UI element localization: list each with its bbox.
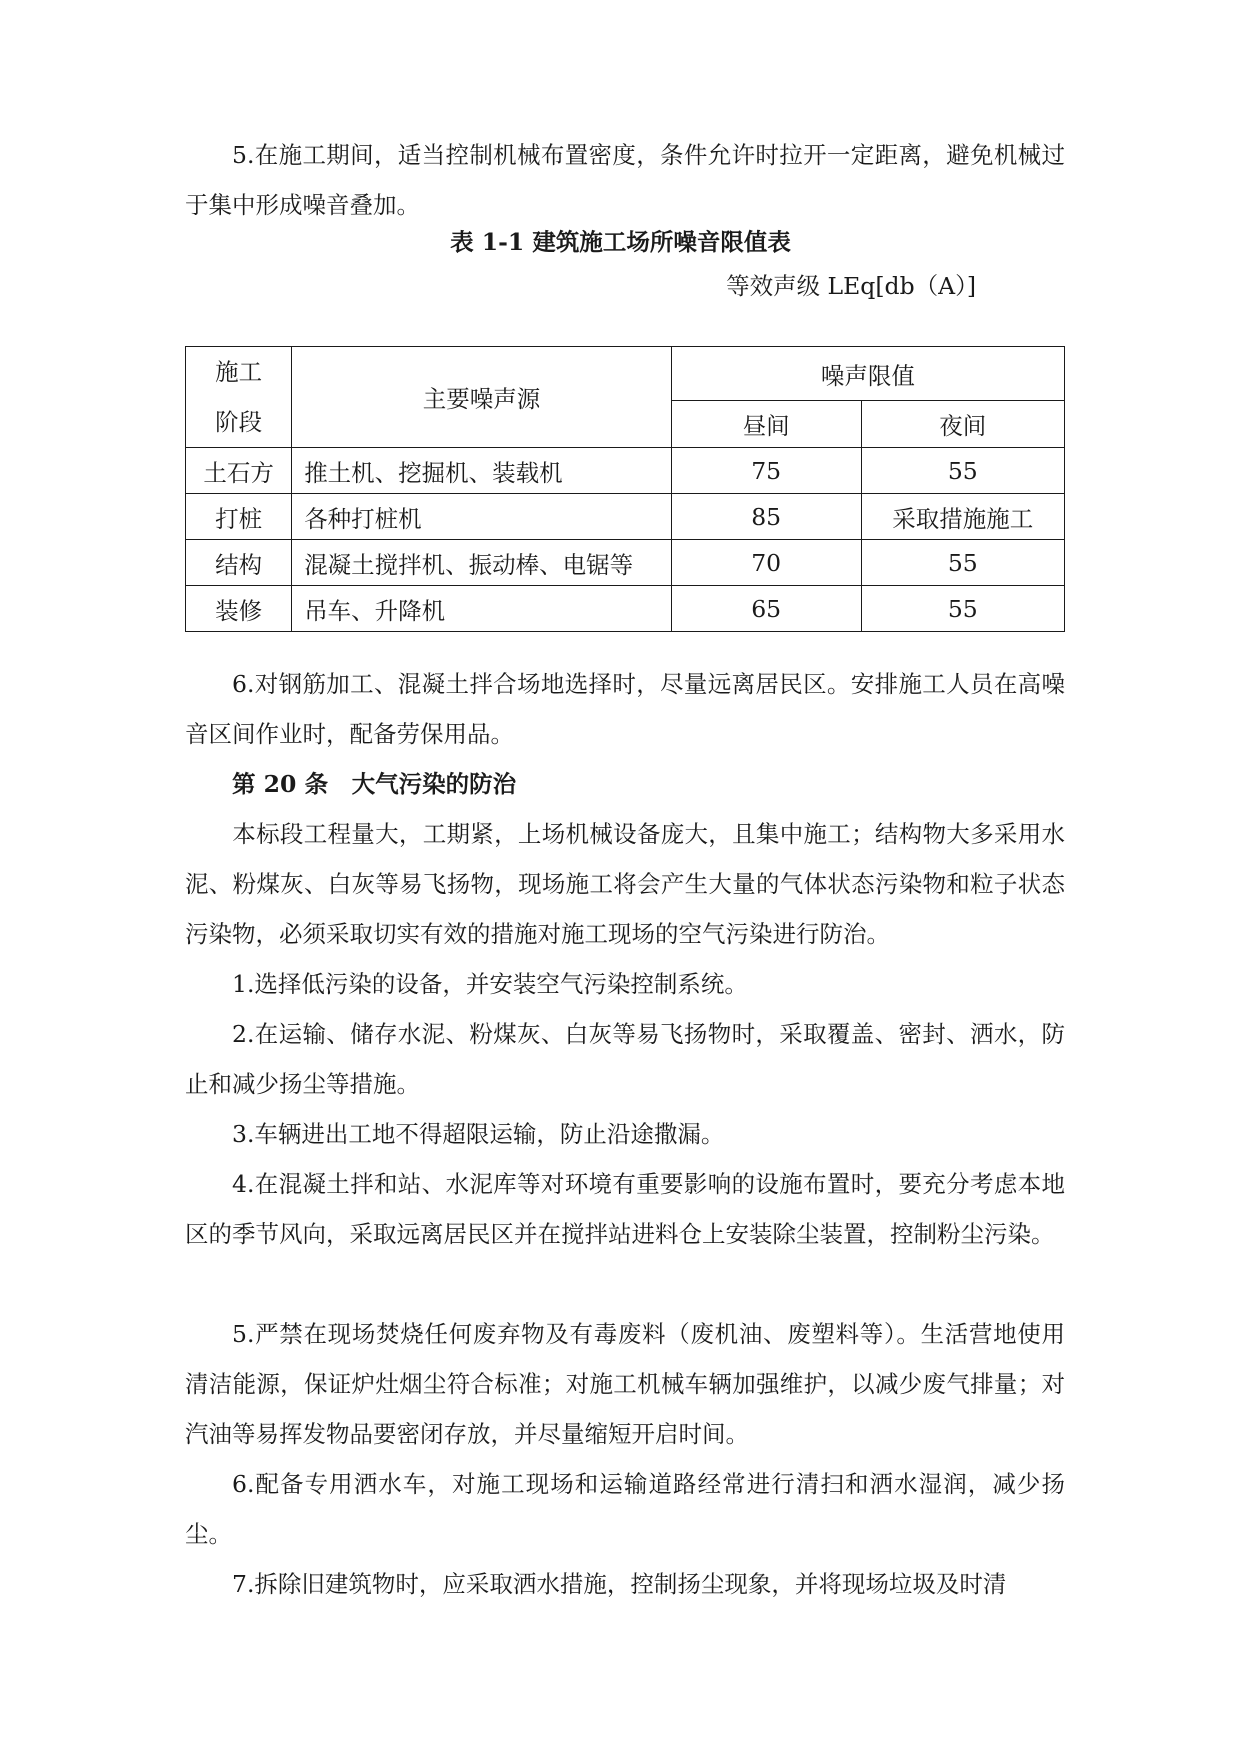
table-row — [186, 586, 1065, 632]
table-unit: 等效声级 LEq[db（A）] — [726, 272, 976, 300]
cell-day: 75 — [671, 448, 861, 494]
paragraph-noise-5: 5.在施工期间，适当控制机械布置密度，条件允许时拉开一定距离，避免机械过于集中形成噪音叠加。 — [185, 141, 1065, 219]
cell-stage: 结构 — [186, 540, 292, 586]
cell-stage: 打桩 — [186, 494, 292, 540]
cell-day: 70 — [671, 540, 861, 586]
header-night: 夜间 — [861, 401, 1064, 448]
table-row — [186, 448, 1065, 494]
cell-source: 推土机、挖掘机、装载机 — [292, 448, 672, 494]
cell-stage: 装修 — [186, 586, 292, 632]
header-stage-line2: 阶段 — [215, 408, 263, 436]
paragraph-air-1: 1.选择低污染的设备，并安装空气污染控制系统。 — [232, 970, 748, 998]
paragraph-air-3: 3.车辆进出工地不得超限运输，防止沿途撒漏。 — [232, 1120, 725, 1148]
cell-night: 55 — [861, 540, 1064, 586]
paragraph-noise-6: 6.对钢筋加工、混凝土拌合场地选择时，尽量远离居民区。安排施工人员在高噪音区间作业时，配备劳保用品。 — [185, 670, 1065, 748]
section-heading: 第 20 条 大气污染的防治 — [232, 770, 517, 798]
table-row — [186, 494, 1065, 540]
header-stage — [186, 347, 292, 448]
cell-night: 55 — [861, 448, 1064, 494]
table-caption: 表 1-1 建筑施工场所噪音限值表 — [450, 228, 791, 256]
cell-day: 85 — [671, 494, 861, 540]
header-source: 主要噪声源 — [292, 347, 672, 448]
paragraph-air-4: 4.在混凝土拌和站、水泥库等对环境有重要影响的设施布置时，要充分考虑本地区的季节风向，采取远离居民区并在搅拌站进料仓上安装除尘装置，控制粉尘污染。 — [185, 1170, 1065, 1248]
table-row — [186, 540, 1065, 586]
paragraph-air-intro: 本标段工程量大，工期紧，上场机械设备庞大，且集中施工；结构物大多采用水泥、粉煤灰、白灰等易飞扬物，现场施工将会产生大量的气体状态污染物和粒子状态污染物，必须采取切实有效的措施对施工现场的空气污染进行防治。 — [185, 820, 1065, 948]
cell-source: 混凝土搅拌机、振动棒、电锯等 — [292, 540, 672, 586]
cell-night: 采取措施施工 — [861, 494, 1064, 540]
header-stage-line1: 施工 — [215, 358, 263, 386]
noise-limit-table — [185, 346, 1065, 632]
paragraph-air-5: 5.严禁在现场焚烧任何废弃物及有毒废料（废机油、废塑料等）。生活营地使用清洁能源，保证炉灶烟尘符合标准；对施工机械车辆加强维护，以减少废气排量；对汽油等易挥发物品要密闭存放，并尽量缩短开启时间。 — [185, 1320, 1065, 1448]
paragraph-air-7: 7.拆除旧建筑物时，应采取洒水措施，控制扬尘现象，并将现场垃圾及时清 — [232, 1570, 1007, 1598]
paragraph-air-6: 6.配备专用洒水车，对施工现场和运输道路经常进行清扫和洒水湿润，减少扬尘。 — [185, 1470, 1065, 1548]
cell-source: 各种打桩机 — [292, 494, 672, 540]
cell-source: 吊车、升降机 — [292, 586, 672, 632]
cell-stage: 土石方 — [186, 448, 292, 494]
header-limit: 噪声限值 — [671, 347, 1064, 401]
cell-day: 65 — [671, 586, 861, 632]
cell-night: 55 — [861, 586, 1064, 632]
header-day: 昼间 — [671, 401, 861, 448]
paragraph-air-2: 2.在运输、储存水泥、粉煤灰、白灰等易飞扬物时，采取覆盖、密封、洒水，防止和减少扬尘等措施。 — [185, 1020, 1065, 1098]
